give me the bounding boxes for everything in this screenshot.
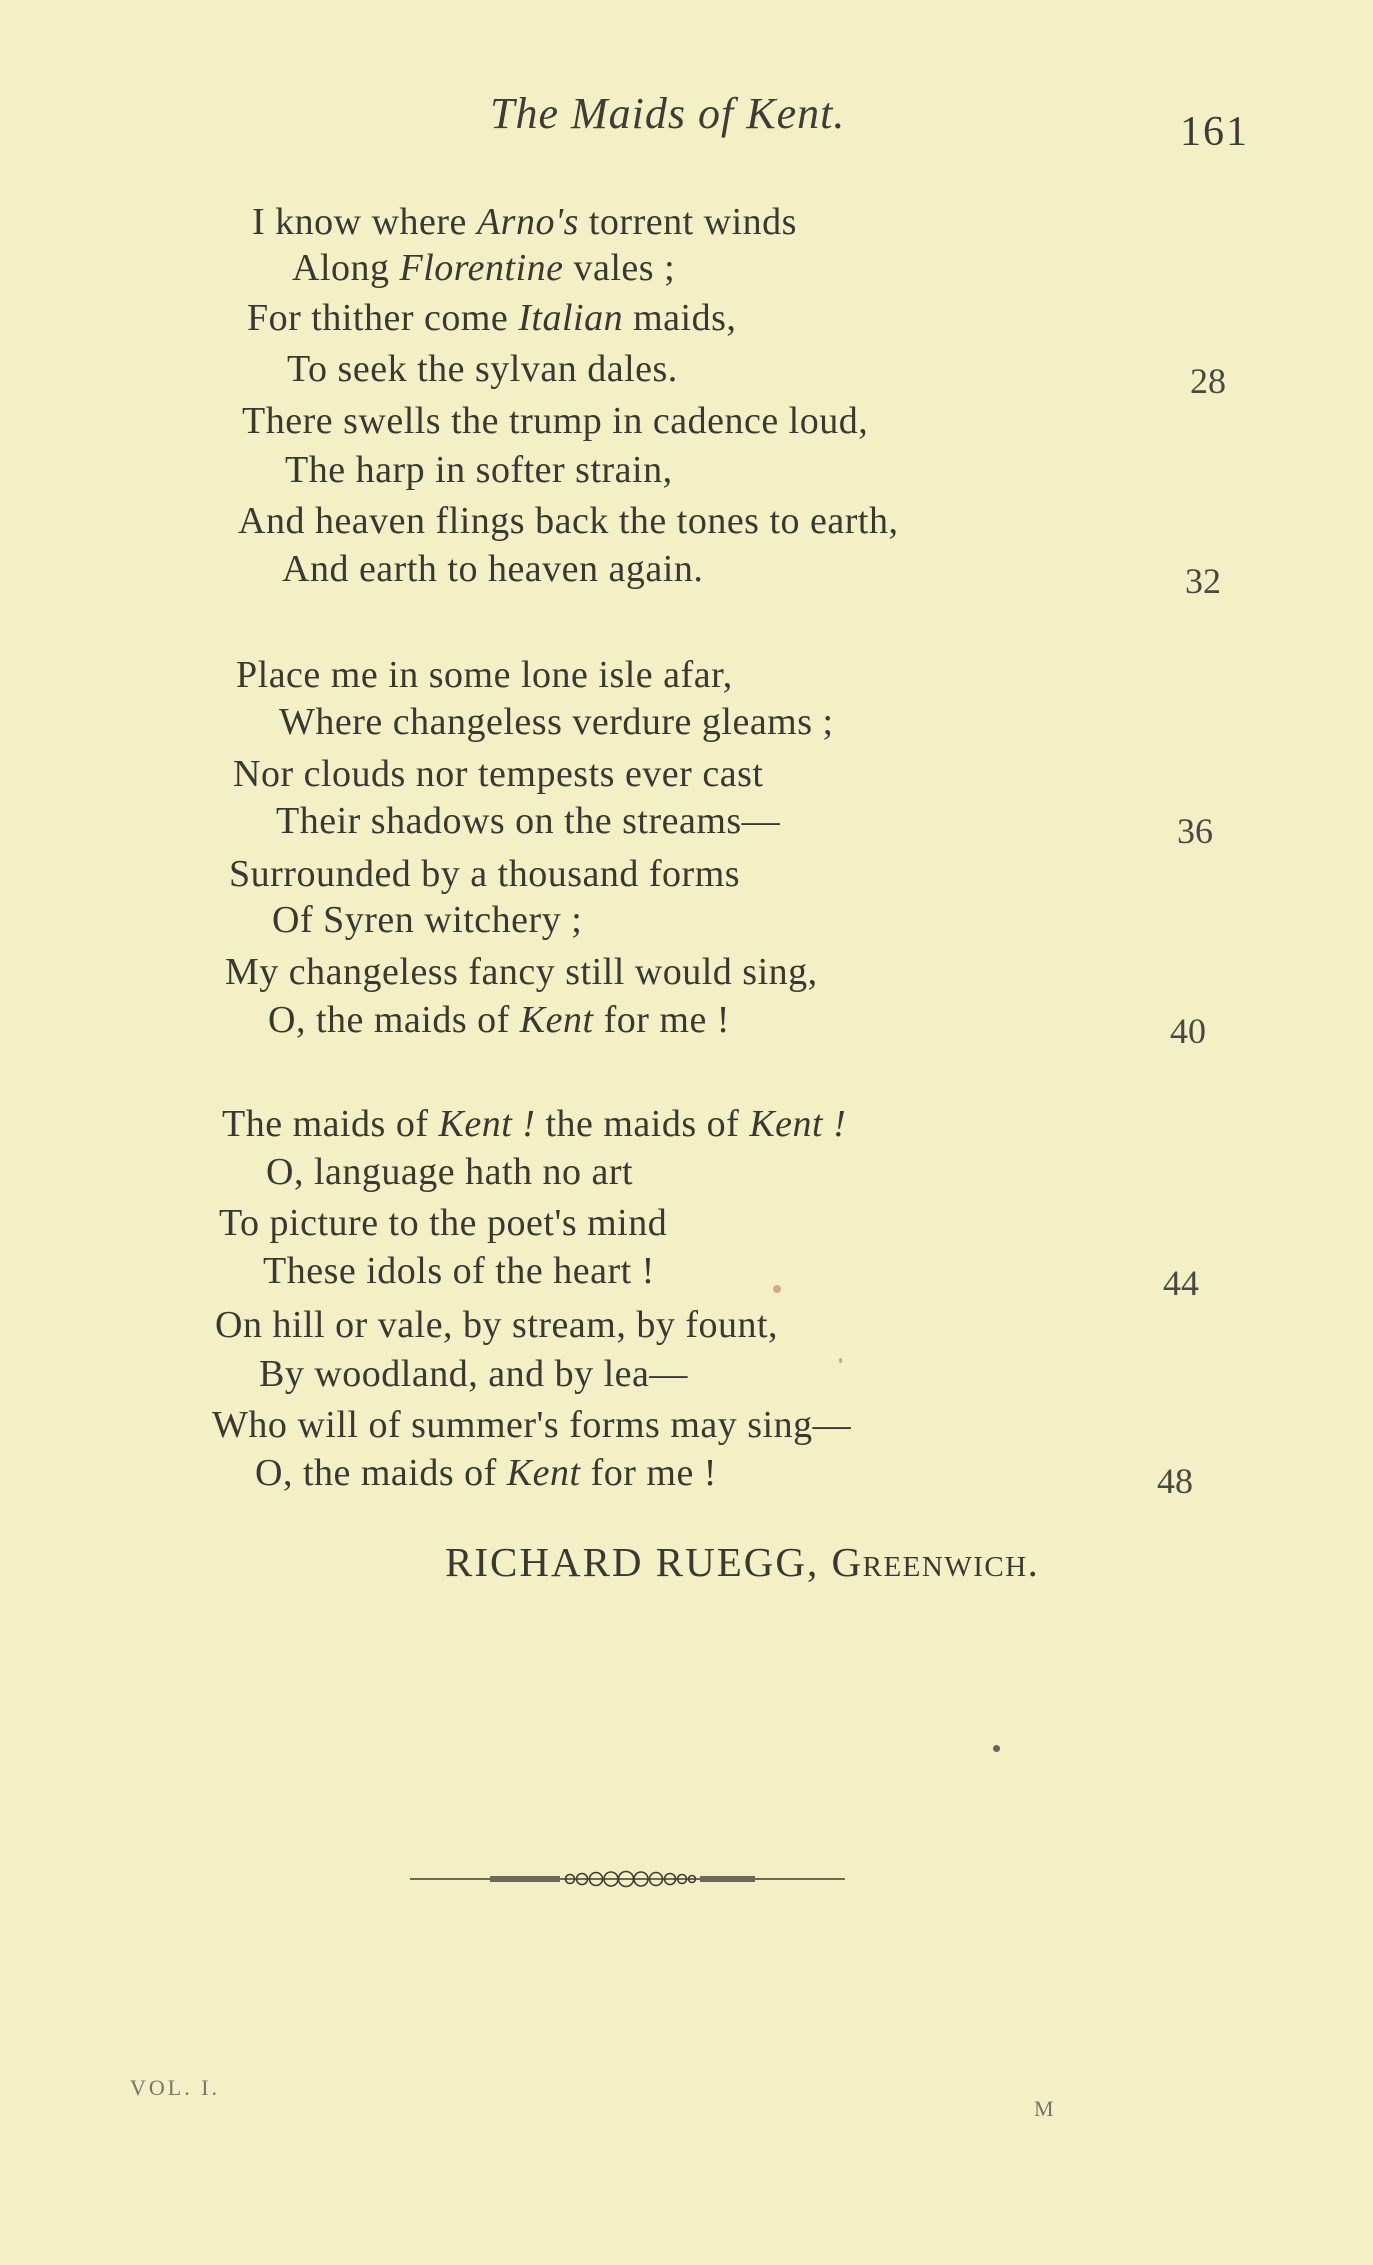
- line-number: 44: [1163, 1263, 1199, 1303]
- line-number: 40: [1170, 1011, 1206, 1051]
- author-place: Greenwich.: [831, 1539, 1040, 1585]
- author-name: RICHARD RUEGG,: [445, 1539, 820, 1585]
- poem-line: [236, 653, 733, 697]
- signature: [445, 1538, 1039, 1586]
- line-text: The maids of: [222, 1103, 439, 1145]
- poem-line: [268, 998, 730, 1042]
- line-text: And earth to heaven again.: [282, 548, 704, 590]
- paper-speck: [773, 1285, 781, 1293]
- line-number: 32: [1185, 561, 1221, 601]
- poem-line: [266, 1150, 633, 1194]
- line-text: For thither come: [247, 297, 519, 339]
- line-text: And heaven flings back the tones to earth,: [238, 500, 899, 542]
- poem-line: [252, 200, 797, 244]
- line-text: By woodland, and by lea—: [259, 1353, 688, 1395]
- line-text: My changeless fancy still would sing,: [225, 951, 818, 993]
- poem-line: [233, 752, 763, 796]
- line-text: for me !: [580, 1452, 717, 1494]
- line-text: I know where: [252, 201, 477, 243]
- poem-line: [292, 246, 675, 290]
- line-text: vales ;: [563, 247, 676, 289]
- line-text: torrent winds: [578, 201, 797, 243]
- poem-line: [259, 1352, 688, 1396]
- ornamental-rule: [410, 1868, 845, 1890]
- signature-mark: M: [1034, 2096, 1055, 2121]
- poem-line: [287, 347, 678, 391]
- italic-text: Florentine: [399, 247, 564, 289]
- line-text: for me !: [593, 999, 730, 1041]
- poem-line: [225, 950, 818, 994]
- running-title: The Maids of Kent.: [490, 89, 846, 138]
- line-text: O, the maids of: [268, 999, 520, 1041]
- line-text: Surrounded by a thousand forms: [229, 853, 741, 895]
- poem-line: [282, 547, 703, 591]
- italic-text: Italian: [518, 297, 624, 339]
- line-text: There swells the trump in cadence loud,: [242, 400, 869, 442]
- line-text: Where changeless verdure gleams ;: [279, 701, 834, 743]
- poem-line: [222, 1102, 846, 1146]
- italic-text: Kent: [519, 999, 594, 1041]
- paper-speck: [993, 1745, 1000, 1752]
- line-text: O, the maids of: [255, 1452, 507, 1494]
- line-text: Of Syren witchery ;: [272, 899, 583, 941]
- italic-text: Kent: [506, 1452, 581, 1494]
- line-text: Along: [292, 247, 400, 289]
- poem-line: [255, 1451, 717, 1495]
- line-text: Nor clouds nor tempests ever cast: [233, 753, 764, 795]
- poem-line: [229, 852, 740, 896]
- line-text: Their shadows on the streams—: [276, 800, 781, 842]
- line-text: These idols of the heart !: [263, 1250, 655, 1292]
- poem-line: [279, 700, 834, 744]
- line-number: 28: [1190, 361, 1226, 401]
- italic-text: Kent !: [749, 1103, 847, 1145]
- line-number: 48: [1157, 1461, 1193, 1501]
- volume-mark: VOL. I.: [130, 2075, 221, 2100]
- line-text: the maids of: [535, 1103, 750, 1145]
- poem-line: [272, 898, 582, 942]
- line-text: To seek the sylvan dales.: [287, 348, 678, 390]
- line-text: To picture to the poet's mind: [219, 1202, 668, 1244]
- poem-line: [247, 296, 736, 340]
- italic-text: Kent !: [438, 1103, 536, 1145]
- line-number: 36: [1177, 811, 1213, 851]
- poem-line: [238, 499, 898, 543]
- line-text: Who will of summer's forms may sing—: [212, 1404, 852, 1446]
- paper-speck: [839, 1358, 842, 1363]
- poem-line: [212, 1403, 851, 1447]
- poem-line: [215, 1303, 778, 1347]
- poem-line: [242, 399, 868, 443]
- poem-line: [285, 448, 673, 492]
- line-text: On hill or vale, by stream, by fount,: [215, 1304, 779, 1346]
- page-number: 161: [1180, 109, 1249, 155]
- poem-line: [219, 1201, 667, 1245]
- line-text: maids,: [623, 297, 737, 339]
- poem-line: [263, 1249, 655, 1293]
- line-text: Place me in some lone isle afar,: [236, 654, 733, 696]
- italic-text: Arno's: [476, 201, 579, 243]
- poem-line: [276, 799, 780, 843]
- line-text: The harp in softer strain,: [285, 449, 673, 491]
- line-text: O, language hath no art: [266, 1151, 634, 1193]
